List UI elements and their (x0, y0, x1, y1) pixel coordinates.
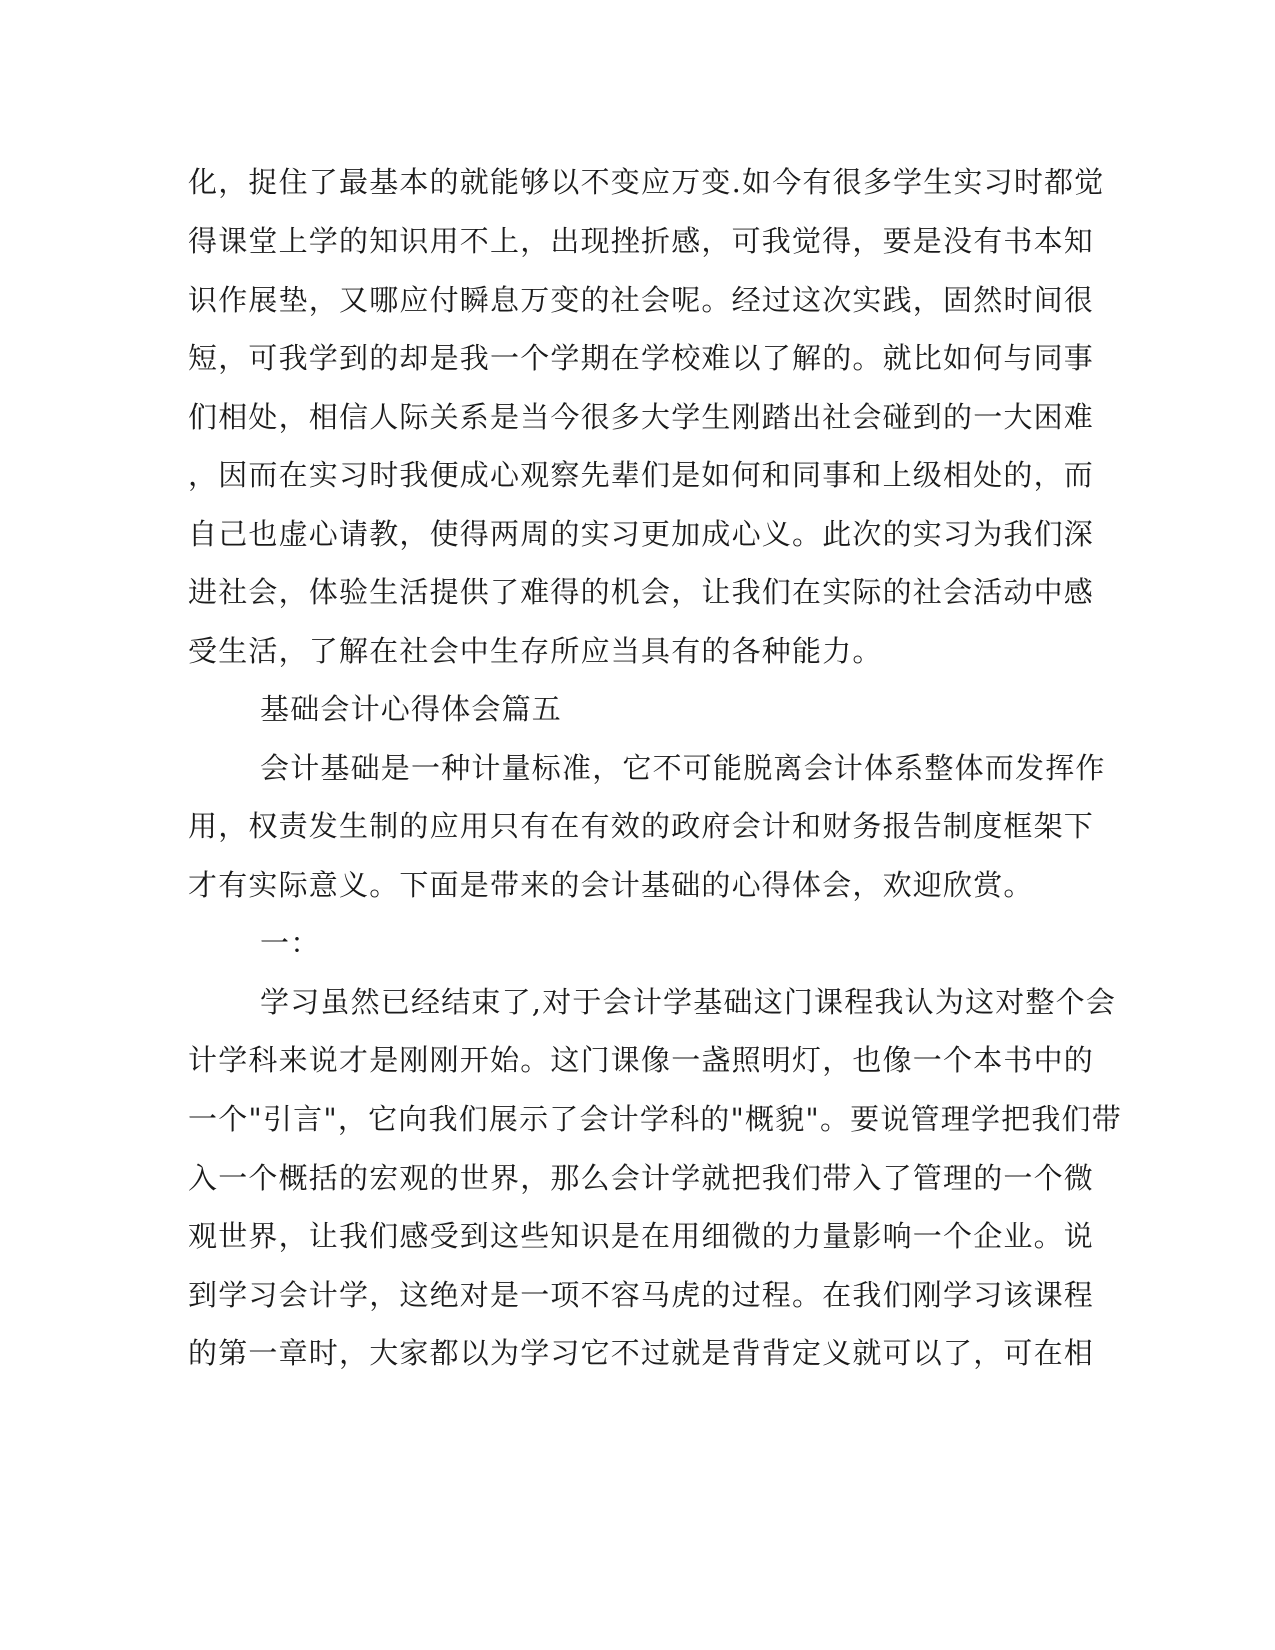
text-line: 入一个概括的宏观的世界，那么会计学就把我们带入了管理的一个微 (188, 1161, 1095, 1195)
text-line: 进社会，体验生活提供了难得的机会，让我们在实际的社会活动中感 (188, 575, 1095, 609)
text-line: 观世界，让我们感受到这些知识是在用细微的力量影响一个企业。说 (188, 1219, 1095, 1253)
text-line: 的第一章时，大家都以为学习它不过就是背背定义就可以了，可在相 (188, 1336, 1095, 1370)
text-line: 到学习会计学，这绝对是一项不容马虎的过程。在我们刚学习该课程 (188, 1278, 1095, 1312)
text-line: ，因而在实习时我便成心观察先辈们是如何和同事和上级相处的，而 (188, 458, 1095, 492)
text-line: 得课堂上学的知识用不上，出现挫折感，可我觉得，要是没有书本知 (188, 224, 1095, 258)
text-line: 用，权责发生制的应用只有在有效的政府会计和财务报告制度框架下 (188, 809, 1095, 843)
text-line: 短，可我学到的却是我一个学期在学校难以了解的。就比如何与同事 (188, 341, 1095, 375)
text-line: 一个"引言"，它向我们展示了会计学科的"概貌"。要说管理学把我们带 (188, 1102, 1122, 1136)
section-heading: 基础会计心得体会篇五 (260, 692, 563, 726)
text-line: 受生活，了解在社会中生存所应当具有的各种能力。 (188, 634, 883, 668)
text-line: 计学科来说才是刚刚开始。这门课像一盏照明灯，也像一个本书中的 (188, 1043, 1095, 1077)
subheading: 一： (260, 926, 321, 960)
text-line: 们相处，相信人际关系是当今很多大学生刚踏出社会碰到的一大困难 (188, 400, 1095, 434)
text-line: 化，捉住了最基本的就能够以不变应万变.如今有很多学生实习时都觉 (188, 165, 1105, 199)
text-line: 学习虽然已经结束了,对于会计学基础这门课程我认为这对整个会 (260, 985, 1117, 1019)
text-line: 才有实际意义。下面是带来的会计基础的心得体会，欢迎欣赏。 (188, 868, 1034, 902)
text-line: 识作展垫，又哪应付瞬息万变的社会呢。经过这次实践，固然时间很 (188, 283, 1095, 317)
text-line: 自己也虚心请教，使得两周的实习更加成心义。此次的实习为我们深 (188, 517, 1095, 551)
text-line: 会计基础是一种计量标准，它不可能脱离会计体系整体而发挥作 (260, 751, 1106, 785)
